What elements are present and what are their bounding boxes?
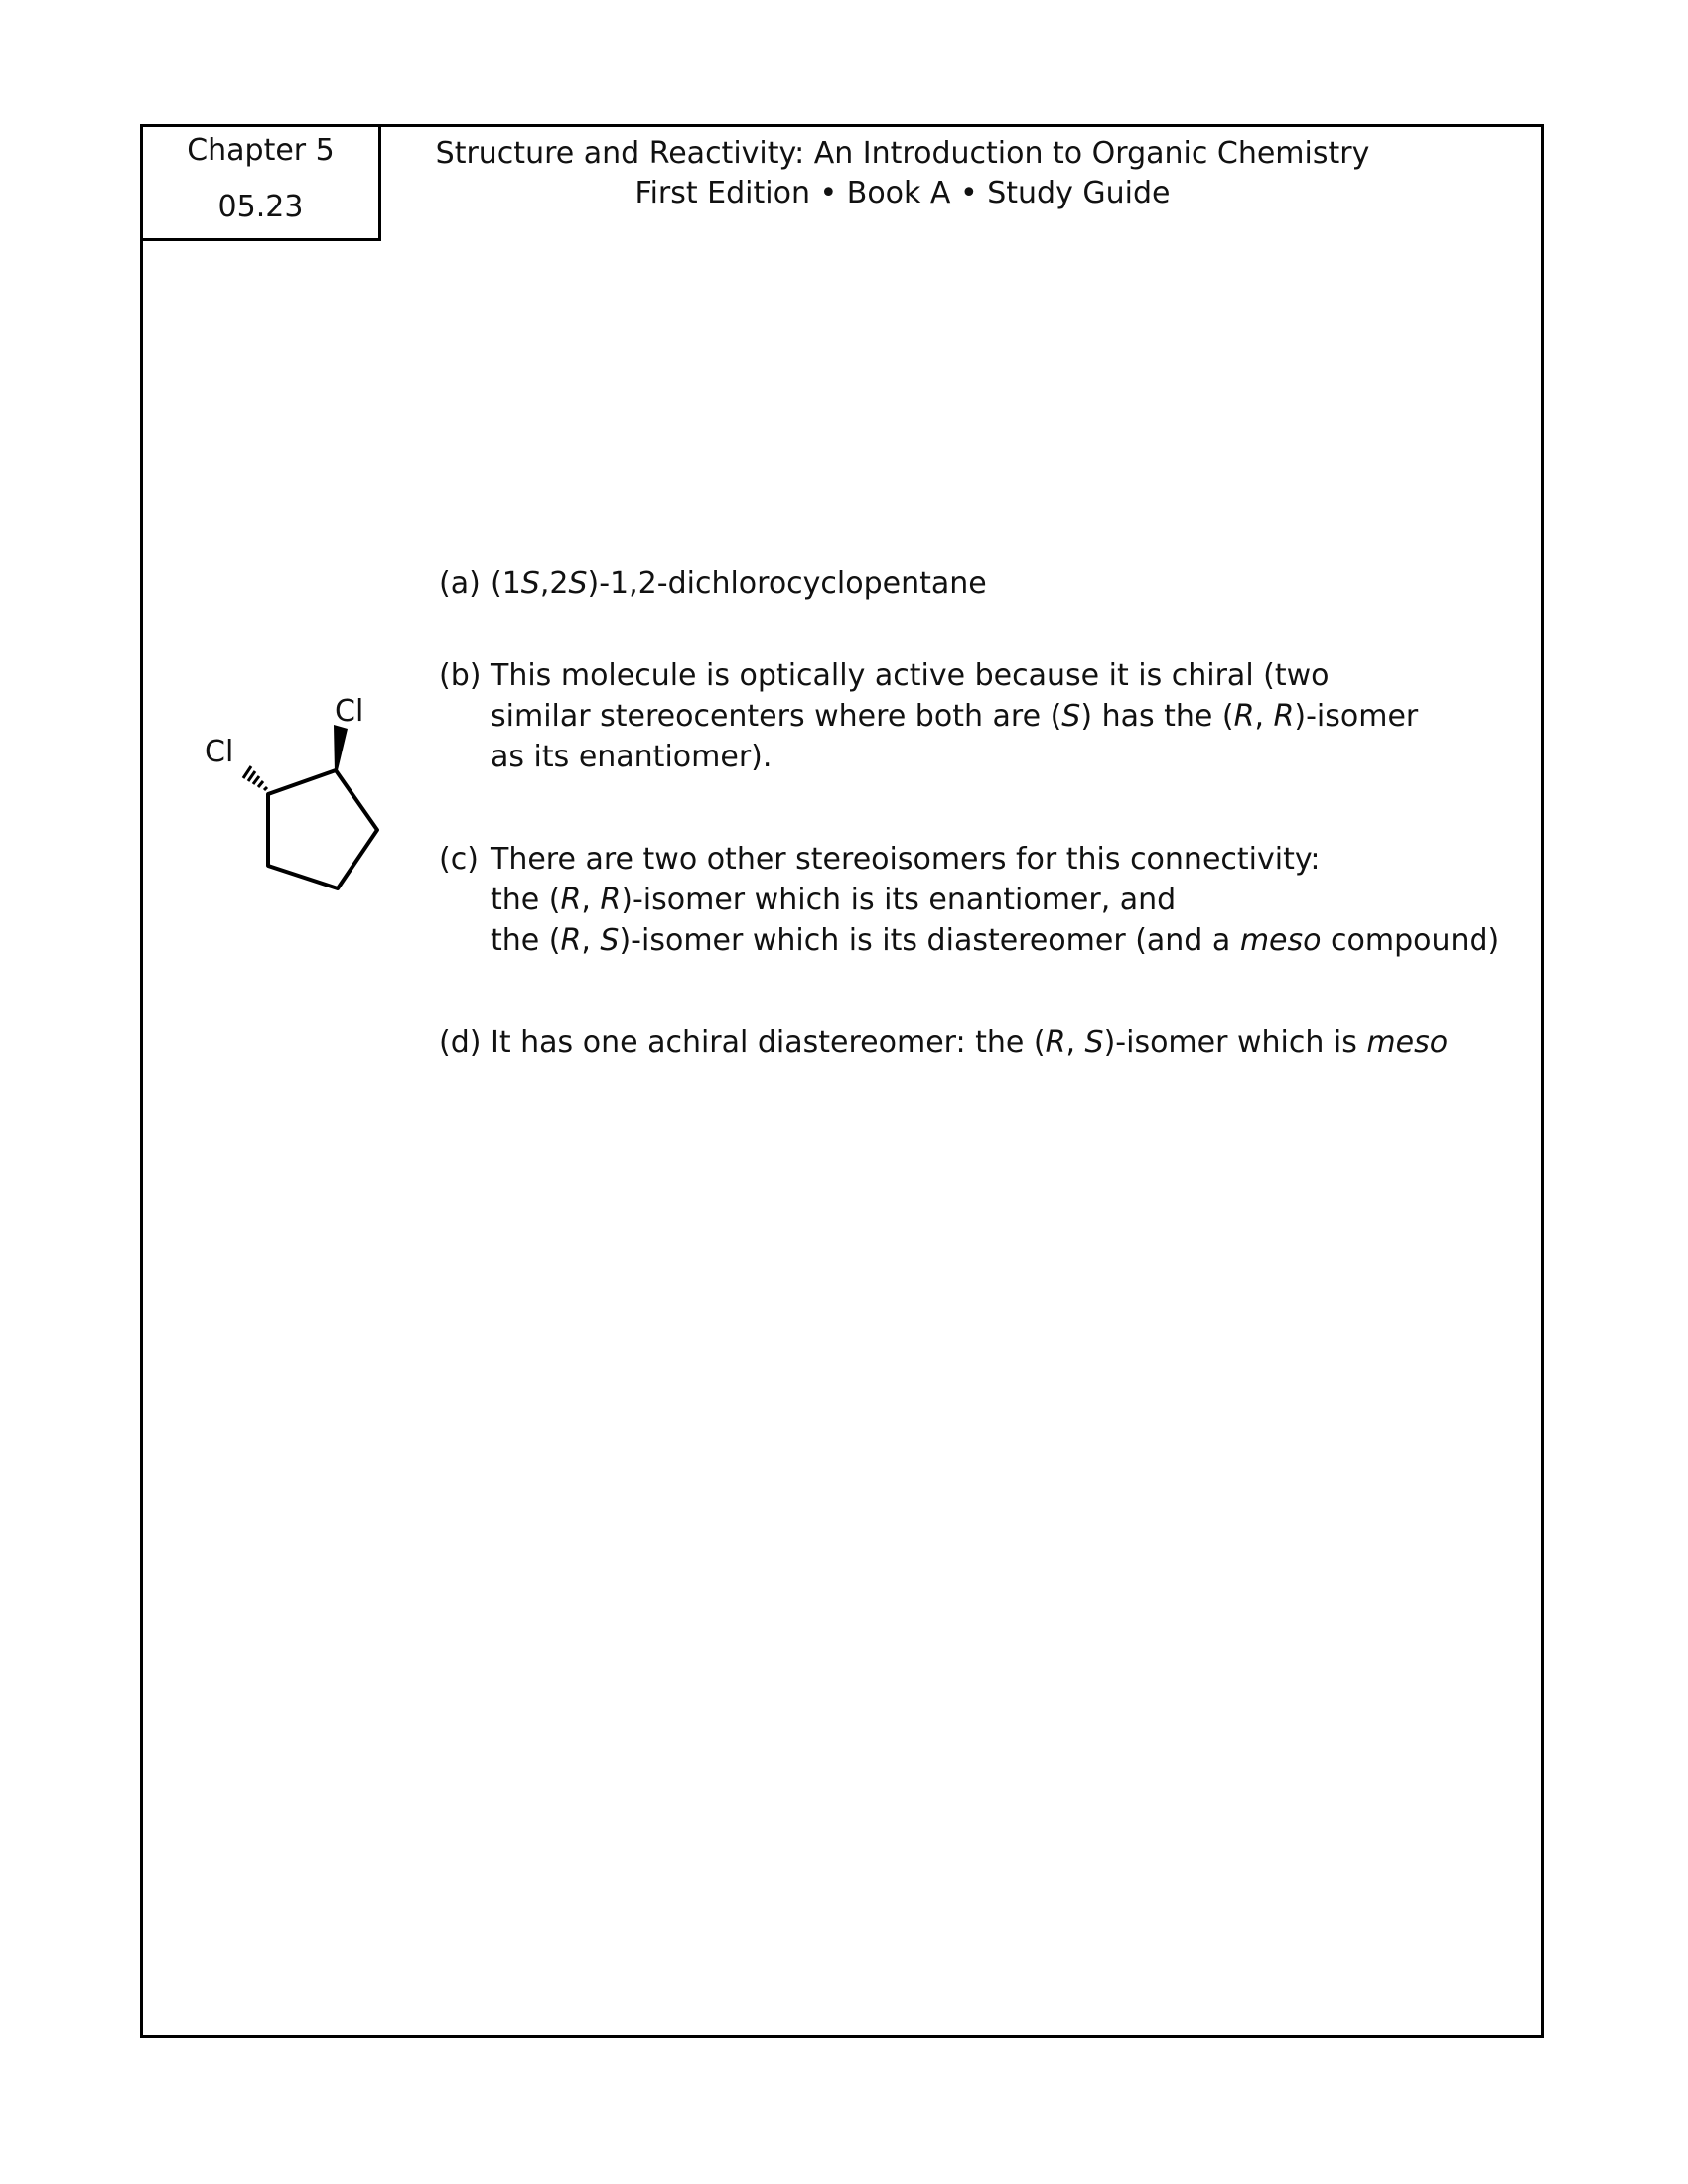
book-subtitle: First Edition • Book A • Study Guide [634, 176, 1171, 210]
cl-atom-label-left: Cl [205, 735, 234, 769]
answer-b-text: This molecule is optically active because it is chiral (two similar stereocenters where both are (S) has the (R, R)-isomer as its enantiomer). [491, 658, 1419, 774]
cyclopentane-ring [268, 770, 377, 888]
problem-number: 05.23 [217, 190, 304, 224]
chapter-label: Chapter 5 [187, 133, 335, 168]
cl-atom-label-top: Cl [335, 694, 364, 729]
wedge-bond [334, 725, 348, 772]
chapter-box [140, 124, 381, 241]
answer-a [439, 563, 1531, 604]
book-title: Structure and Reactivity: An Introduction to Organic Chemistry [435, 136, 1370, 171]
answer-a-label: (a) [439, 566, 481, 601]
answer-c [439, 839, 1531, 961]
answer-b-label: (b) [439, 658, 482, 693]
answer-d-text: It has one achiral diastereomer: the (R, S)-isomer which is meso [491, 1025, 1449, 1060]
answer-c-text: There are two other stereoisomers for this connectivity: the (R, R)-isomer which is its enantiomer, and the (R, S)-isomer which is its diastereomer (and a meso compound) [491, 842, 1500, 958]
page-frame [140, 124, 1544, 2038]
dichlorocyclopentane-structure [189, 685, 387, 903]
answer-c-label: (c) [439, 842, 479, 877]
answer-a-text: (1S,2S)-1,2-dichlorocyclopentane [491, 566, 987, 601]
answer-d-label: (d) [439, 1025, 482, 1060]
hashed-wedge-bond [243, 766, 267, 790]
answer-b [439, 655, 1531, 777]
answer-d [439, 1023, 1531, 1063]
